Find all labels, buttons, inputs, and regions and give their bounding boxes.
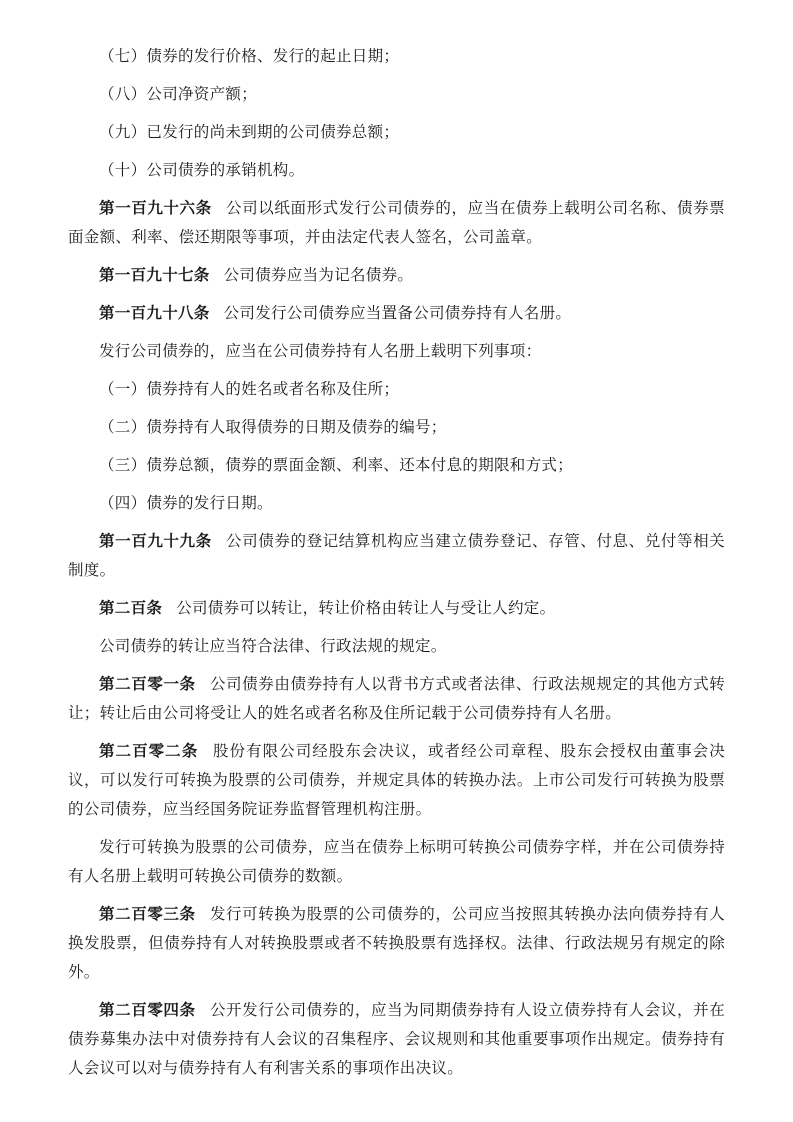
text-paragraph bbox=[68, 375, 725, 404]
paragraph-text: （七）债券的发行价格、发行的起止日期； bbox=[99, 47, 400, 65]
paragraph-text: （四）债券的发行日期。 bbox=[99, 494, 273, 512]
paragraph-text: 公司债券可以转让，转让价格由转让人与受让人约定。 bbox=[176, 599, 556, 617]
paragraph-text: 发行可转换为股票的公司债券，应当在债券上标明可转换公司债券字样，并在公司债券持有人名册上载明可转换公司债券的数额。 bbox=[68, 838, 725, 885]
paragraph-text: 公司债券的转让应当符合法律、行政法规的规定。 bbox=[99, 637, 447, 655]
article-number: 第一百九十八条 bbox=[99, 304, 210, 322]
text-paragraph bbox=[68, 118, 725, 147]
paragraph-text: 发行可转换为股票的公司债券的，公司应当按照其转换办法向债券持有人换发股票，但债券持有人对转换股票或者不转换股票有选择权。法律、行政法规另有规定的除外。 bbox=[68, 905, 725, 981]
article-paragraph bbox=[68, 670, 725, 728]
article-number: 第一百九十七条 bbox=[99, 266, 210, 284]
paragraph-text: 公司发行公司债券应当置备公司债券持有人名册。 bbox=[223, 304, 572, 322]
text-paragraph bbox=[68, 451, 725, 480]
paragraph-text: 公司以纸面形式发行公司债券的，应当在债券上载明公司名称、债券票面金额、利率、偿还期限等事项，并由法定代表人签名，公司盖章。 bbox=[68, 199, 725, 246]
paragraph-text: 发行公司债券的，应当在公司债券持有人名册上载明下列事项： bbox=[99, 342, 542, 360]
paragraph-text: 股份有限公司经股东会决议，或者经公司章程、股东会授权由董事会决议，可以发行可转换为股票的公司债券，并规定具体的转换办法。上市公司发行可转换为股票的公司债券，应当经国务院证券监督管理机构注册。 bbox=[68, 742, 725, 818]
text-paragraph bbox=[68, 413, 725, 442]
text-paragraph bbox=[68, 337, 725, 366]
article-number: 第二百条 bbox=[99, 599, 163, 617]
text-paragraph bbox=[68, 632, 725, 661]
paragraph-text: （九）已发行的尚未到期的公司债券总额； bbox=[99, 123, 400, 141]
paragraph-text: 公开发行公司债券的，应当为同期债券持有人设立债券持有人会议，并在债券募集办法中对债券持有人会议的召集程序、会议规则和其他重要事项作出规定。债券持有人会议可以对与债券持有人有利害关系的事项作出决议。 bbox=[68, 1001, 725, 1077]
paragraph-text: （二）债券持有人取得债券的日期及债券的编号； bbox=[99, 418, 447, 436]
article-number: 第二百零一条 bbox=[99, 675, 196, 693]
paragraph-text: 公司债券的登记结算机构应当建立债券登记、存管、付息、兑付等相关制度。 bbox=[68, 532, 725, 579]
article-paragraph bbox=[68, 194, 725, 252]
paragraph-text: （三）债券总额，债券的票面金额、利率、还本付息的期限和方式； bbox=[99, 456, 574, 474]
text-paragraph bbox=[68, 156, 725, 185]
paragraph-text: （十）公司债券的承销机构。 bbox=[99, 161, 305, 179]
article-paragraph bbox=[68, 900, 725, 987]
paragraph-text: （一）债券持有人的姓名或者名称及住所； bbox=[99, 380, 400, 398]
article-number: 第二百零二条 bbox=[99, 742, 199, 760]
article-paragraph bbox=[68, 261, 725, 290]
text-paragraph bbox=[68, 42, 725, 71]
article-number: 第一百九十六条 bbox=[99, 199, 212, 217]
paragraph-text: 公司债券应当为记名债券。 bbox=[223, 266, 414, 284]
article-number: 第一百九十九条 bbox=[99, 532, 212, 550]
article-number: 第二百零三条 bbox=[99, 905, 196, 923]
paragraph-text: （八）公司净资产额； bbox=[99, 85, 258, 103]
article-paragraph bbox=[68, 996, 725, 1083]
article-number: 第二百零四条 bbox=[99, 1001, 196, 1019]
article-paragraph bbox=[68, 737, 725, 824]
article-paragraph bbox=[68, 527, 725, 585]
article-paragraph bbox=[68, 299, 725, 328]
text-paragraph bbox=[68, 833, 725, 891]
text-paragraph bbox=[68, 489, 725, 518]
article-paragraph bbox=[68, 594, 725, 623]
document-page bbox=[68, 42, 725, 1092]
paragraph-text: 公司债券由债券持有人以背书方式或者法律、行政法规规定的其他方式转让；转让后由公司将受让人的姓名或者名称及住所记载于公司债券持有人名册。 bbox=[68, 675, 725, 722]
text-paragraph bbox=[68, 80, 725, 109]
